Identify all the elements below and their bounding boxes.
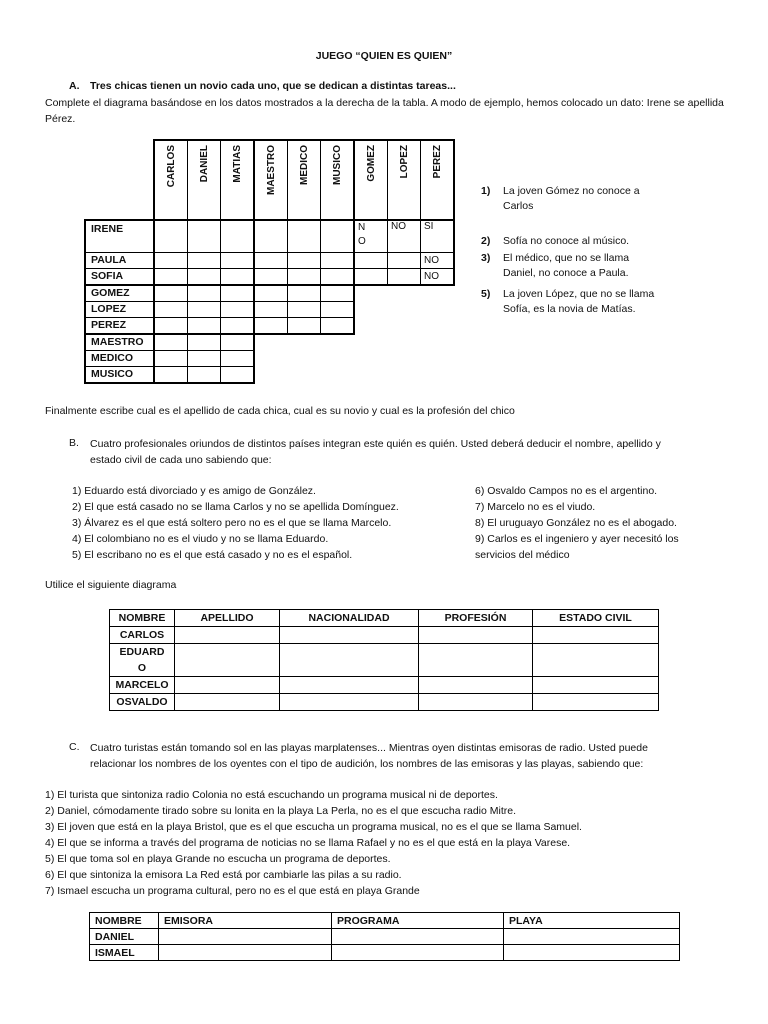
grid-cell-paula-perez[interactable]: NO (421, 252, 455, 268)
grid-cell[interactable] (321, 317, 355, 334)
grid-cell[interactable] (154, 285, 188, 302)
row-label-irene: IRENE (85, 220, 154, 252)
col-header-gomez: GOMEZ (354, 140, 388, 220)
section-a-final: Finalmente escribe cual es el apellido de cada chica, cual es su novio y cual es la profesión del chico (45, 405, 515, 417)
table-row (90, 929, 680, 945)
clue-b-8: 8) El uruguayo González no es el abogado. (475, 517, 677, 529)
clue-b-7: 7) Marcelo no es el viudo. (475, 501, 596, 513)
table-cell[interactable] (175, 677, 280, 694)
col-header-maestro: MAESTRO (254, 140, 288, 220)
grid-cell[interactable] (321, 252, 355, 268)
grid-cell[interactable] (254, 220, 288, 252)
grid-cell-irene-gomez[interactable]: N O (354, 220, 388, 252)
row-label-musico: MUSICO (85, 366, 154, 383)
table-c-name-daniel: DANIEL (90, 929, 159, 945)
grid-cell[interactable] (188, 252, 221, 268)
grid-cell-sofia-perez[interactable]: NO (421, 268, 455, 285)
clue-b-1: 1) Eduardo está divorciado y es amigo de González. (72, 485, 316, 497)
table-cell[interactable] (280, 627, 419, 644)
grid-cell[interactable] (288, 317, 321, 334)
section-c-clues (45, 787, 755, 899)
table-b-header-nacionalidad: NACIONALIDAD (280, 610, 419, 627)
section-b-letter: B. (69, 437, 79, 449)
table-cell[interactable] (175, 694, 280, 711)
grid-cell[interactable] (154, 350, 188, 366)
table-b-header-apellido: APELLIDO (175, 610, 280, 627)
table-b-name-carlos: CARLOS (110, 627, 175, 644)
table-cell[interactable] (419, 677, 533, 694)
grid-cell[interactable] (254, 268, 288, 285)
table-c (89, 912, 680, 961)
table-b-name-osvaldo: OSVALDO (110, 694, 175, 711)
clue-b-4: 4) El colombiano no es el viudo y no se llama Eduardo. (72, 533, 329, 545)
clue-c-4: 4) El que se informa a través del programa de noticias no se llama Rafael y no es el que está en la playa Varese. (45, 837, 571, 849)
clue-c-3: 3) El joven que está en la playa Bristol, que es el que escucha un programa musical, no es el que se llama Samuel. (45, 821, 582, 833)
clue-b-9: 9) Carlos es el ingeniero y ayer necesitó los (475, 533, 679, 545)
table-b (109, 609, 659, 711)
table-row (110, 677, 659, 694)
grid-cell[interactable] (188, 334, 221, 351)
grid-cell[interactable] (254, 285, 288, 302)
clue-c-2: 2) Daniel, cómodamente tirado sobre su lonita en la playa La Perla, no es el que escucha radio Mitre. (45, 805, 517, 817)
grid-cell[interactable] (321, 220, 355, 252)
row-label-lopez: LOPEZ (85, 301, 154, 317)
clue-c-6: 6) El que sintoniza la emisora La Red está por cambiarle las pilas a su radio. (45, 869, 402, 881)
clue-a-1: 1) La joven Gómez no conoce a Carlos (481, 185, 640, 212)
table-row (90, 945, 680, 961)
section-c-intro: Cuatro turistas están tomando sol en las playas marplatenses... Mientras oyen distintas emisoras de radio. Usted puede relacionar los nombres de los oyentes con el tipo de audición, los nombres de las emisoras y las playas, sabiendo que: (90, 742, 648, 770)
table-c-header-programa: PROGRAMA (332, 913, 504, 929)
row-label-gomez: GOMEZ (85, 285, 154, 302)
section-a-heading: Tres chicas tienen un novio cada uno, que se dedican a distintas tareas... (90, 80, 456, 92)
grid-cell[interactable] (221, 301, 255, 317)
table-b-header-estado-civil: ESTADO CIVIL (533, 610, 659, 627)
col-header-musico: MUSICO (321, 140, 355, 220)
grid-cell[interactable] (254, 252, 288, 268)
grid-cell[interactable] (254, 317, 288, 334)
table-row (110, 627, 659, 644)
grid-cell-irene-perez[interactable]: SI (421, 220, 455, 252)
grid-cell[interactable] (221, 268, 255, 285)
table-cell[interactable] (533, 694, 659, 711)
grid-cell[interactable] (154, 334, 188, 351)
table-cell[interactable] (419, 694, 533, 711)
grid-cell[interactable] (221, 334, 255, 351)
grid-cell[interactable] (288, 285, 321, 302)
clue-a-5: 5) La joven López, que no se llama Sofía, es la novia de Matías. (481, 288, 655, 315)
row-label-perez: PEREZ (85, 317, 154, 334)
col-header-matias: MATIAS (221, 140, 255, 220)
grid-cell[interactable] (188, 301, 221, 317)
grid-cell[interactable] (221, 252, 255, 268)
table-c-header-playa: PLAYA (504, 913, 680, 929)
col-header-perez: PEREZ (421, 140, 455, 220)
grid-cell[interactable] (321, 301, 355, 317)
table-cell[interactable] (175, 644, 280, 677)
table-cell[interactable] (332, 929, 504, 945)
grid-cell[interactable] (388, 252, 421, 268)
grid-cell[interactable] (154, 220, 188, 252)
grid-cell[interactable] (188, 366, 221, 383)
section-b-clues-left (72, 483, 399, 563)
clue-c-5: 5) El que toma sol en playa Grande no escucha un programa de deportes. (45, 853, 391, 865)
clue-a-3: 3) El médico, que no se llama Daniel, no conoce a Paula. (481, 252, 630, 279)
table-c-header-nombre: NOMBRE (90, 913, 159, 929)
grid-cell[interactable] (221, 366, 255, 383)
section-c-letter: C. (69, 741, 80, 753)
grid-cell[interactable] (188, 268, 221, 285)
col-header-medico: MEDICO (288, 140, 321, 220)
table-cell[interactable] (504, 929, 680, 945)
grid-cell[interactable] (188, 285, 221, 302)
table-row (110, 644, 659, 677)
table-cell[interactable] (419, 627, 533, 644)
clue-c-7: 7) Ismael escucha un programa cultural, pero no es el que está en playa Grande (45, 885, 420, 897)
col-header-carlos: CARLOS (154, 140, 188, 220)
section-b-intro: Cuatro profesionales oriundos de distintos países integran este quién es quién. Usted deberá deducir el nombre, apellido y estado civil de cada uno sabiendo que: (90, 438, 661, 466)
table-cell[interactable] (533, 627, 659, 644)
section-a-intro: Complete el diagrama basándose en los datos mostrados a la derecha de la tabla. A modo de ejemplo, hemos colocado un dato: Irene se apellida Pérez. (45, 97, 724, 125)
col-header-daniel: DANIEL (188, 140, 221, 220)
table-cell[interactable] (504, 945, 680, 961)
clue-b-9-cont: servicios del médico (475, 549, 570, 561)
grid-cell-irene-lopez[interactable]: NO (388, 220, 421, 252)
table-cell[interactable] (159, 929, 332, 945)
table-cell[interactable] (419, 644, 533, 677)
clue-c-1: 1) El turista que sintoniza radio Colonia no está escuchando un programa musical ni de deportes. (45, 789, 498, 801)
grid-cell[interactable] (354, 252, 388, 268)
grid-cell[interactable] (154, 268, 188, 285)
grid-cell[interactable] (288, 220, 321, 252)
grid-cell[interactable] (221, 285, 255, 302)
table-c-header-emisora: EMISORA (159, 913, 332, 929)
table-cell[interactable] (533, 677, 659, 694)
table-c-name-ismael: ISMAEL (90, 945, 159, 961)
grid-cell[interactable] (388, 268, 421, 285)
table-row (110, 694, 659, 711)
table-cell[interactable] (332, 945, 504, 961)
grid-cell[interactable] (154, 317, 188, 334)
clue-a-2: 2) Sofía no conoce al músico. (481, 235, 630, 247)
clue-b-5: 5) El escribano no es el que está casado y no es el español. (72, 549, 353, 561)
row-label-paula: PAULA (85, 252, 154, 268)
grid-cell[interactable] (288, 252, 321, 268)
grid-cell[interactable] (188, 317, 221, 334)
grid-cell[interactable] (154, 301, 188, 317)
clue-b-6: 6) Osvaldo Campos no es el argentino. (475, 485, 658, 497)
table-b-name-eduardo: EDUARD O (110, 644, 175, 677)
grid-cell[interactable] (221, 317, 255, 334)
table-b-name-marcelo: MARCELO (110, 677, 175, 694)
grid-cell[interactable] (288, 268, 321, 285)
row-label-medico: MEDICO (85, 350, 154, 366)
logic-grid (84, 139, 455, 384)
page-title: JUEGO “QUIEN ES QUIEN” (315, 50, 453, 62)
table-b-header-nombre: NOMBRE (110, 610, 175, 627)
grid-cell[interactable] (321, 268, 355, 285)
table-cell[interactable] (533, 644, 659, 677)
section-a-letter: A. (69, 80, 80, 92)
section-b-clues-right (475, 483, 679, 563)
grid-cell[interactable] (154, 252, 188, 268)
table-cell[interactable] (280, 677, 419, 694)
grid-cell[interactable] (221, 220, 255, 252)
grid-cell[interactable] (288, 301, 321, 317)
col-header-lopez: LOPEZ (388, 140, 421, 220)
table-cell[interactable] (280, 694, 419, 711)
grid-cell[interactable] (154, 366, 188, 383)
table-cell[interactable] (280, 644, 419, 677)
clue-b-3: 3) Álvarez es el que está soltero pero no es el que se llama Marcelo. (72, 517, 392, 529)
row-label-sofia: SOFIA (85, 268, 154, 285)
grid-cell[interactable] (354, 268, 388, 285)
grid-cell[interactable] (188, 220, 221, 252)
grid-cell[interactable] (188, 350, 221, 366)
section-b-utilice: Utilice el siguiente diagrama (45, 579, 177, 591)
table-cell[interactable] (159, 945, 332, 961)
grid-cell[interactable] (221, 350, 255, 366)
table-cell[interactable] (175, 627, 280, 644)
clue-b-2: 2) El que está casado no se llama Carlos y no se apellida Domínguez. (72, 501, 399, 513)
grid-cell[interactable] (254, 301, 288, 317)
grid-cell[interactable] (321, 285, 355, 302)
table-b-header-profesion: PROFESIÓN (419, 610, 533, 627)
row-label-maestro: MAESTRO (85, 334, 154, 351)
